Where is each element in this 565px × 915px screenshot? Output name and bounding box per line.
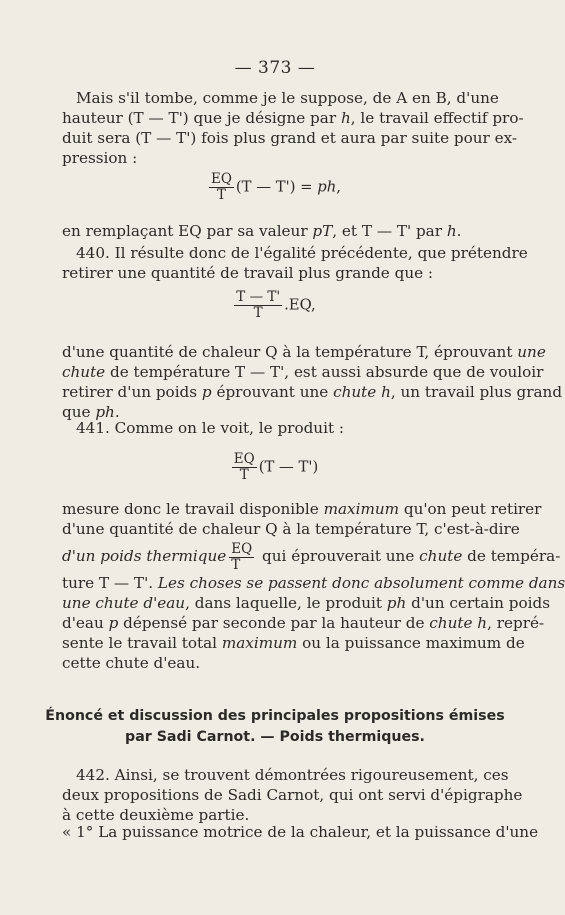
text-run: , repré-	[487, 614, 545, 632]
paragraph-fall-work	[62, 88, 524, 168]
formula-max-work	[0, 290, 550, 321]
italic-var: ph	[95, 403, 115, 421]
formula-body: (T — T') =	[235, 178, 318, 196]
italic-run: une	[517, 343, 546, 361]
heading-line: par Sadi Carnot. — Poids thermiques.	[125, 729, 425, 745]
italic-run: maximum	[323, 500, 400, 518]
text-run: , dans laquelle, le produit	[185, 594, 387, 612]
italic-run: chute h	[333, 383, 391, 401]
formula-body: (T — T')	[258, 458, 319, 476]
paragraph-absurd	[62, 342, 563, 422]
text-run: .	[456, 222, 462, 240]
text-run: , le travail effectif pro-	[350, 109, 524, 127]
italic-var: p	[201, 383, 212, 401]
text-line: 442. Ainsi, se trouvent démontrées rigoureusement, ces	[76, 766, 509, 784]
fraction	[234, 290, 282, 321]
formula-punct: ,	[336, 178, 342, 196]
text-run: de tempéra-	[462, 547, 561, 565]
page-number: — 373 —	[234, 58, 316, 78]
text-run: qu'on peut retirer	[399, 500, 542, 518]
formula-product	[0, 452, 550, 483]
text-run: ture T — T'.	[62, 574, 158, 592]
text-line	[62, 382, 563, 402]
text-run: d'une quantité de chaleur Q à la température T, éprouvant	[62, 343, 518, 361]
text-line: duit sera (T — T') fois plus grand et aura par suite pour ex-	[62, 129, 518, 147]
text-run: retirer d'un poids	[62, 383, 202, 401]
text-run: hauteur (T — T') que je désigne par	[62, 109, 341, 127]
paragraph-440	[62, 243, 528, 283]
formula-work-equation	[0, 172, 550, 203]
paragraph-measure	[62, 499, 565, 673]
formula-rhs: ph	[317, 178, 337, 196]
text-run: que	[62, 403, 96, 421]
paragraph-441	[62, 418, 486, 438]
text-line: 441. Comme on le voit, le produit :	[76, 419, 344, 437]
italic-run: chute h	[429, 614, 488, 632]
italic-run: chute	[419, 547, 463, 565]
italic-var: ph	[386, 594, 407, 612]
text-run: , un travail plus grand	[390, 383, 563, 401]
section-heading	[40, 706, 510, 748]
fraction-denominator: T	[231, 556, 241, 573]
text-run: , et T — T' par	[332, 222, 447, 240]
text-line	[62, 573, 565, 593]
text-line: d'une quantité de chaleur Q à la température T, c'est-à-dire	[62, 520, 520, 538]
text-line: retirer une quantité de travail plus grande que :	[62, 264, 434, 282]
fraction-denominator: T	[216, 187, 226, 203]
text-line	[62, 342, 546, 362]
text-line	[62, 221, 486, 241]
text-run: ou la puissance maximum de	[297, 634, 525, 652]
fraction-numerator: EQ	[233, 451, 255, 467]
fraction-numerator: EQ	[231, 540, 253, 557]
text-run: dépensé par seconde par la hauteur de	[118, 614, 430, 632]
paragraph-quote	[62, 822, 539, 842]
italic-run: chute	[62, 363, 106, 381]
text-line: deux propositions de Sadi Carnot, qui ont servi d'épigraphe	[62, 786, 523, 804]
text-run: éprouvant une	[211, 383, 334, 401]
text-line: pression :	[62, 149, 138, 167]
formula-body: .EQ,	[284, 296, 316, 314]
italic-run: Les choses se passent donc absolument comme dans	[157, 574, 565, 592]
text-run: mesure donc le travail disponible	[62, 500, 324, 518]
italic-run: maximum	[221, 634, 298, 652]
text-run: qui éprouverait une	[257, 547, 420, 565]
fraction	[232, 452, 257, 483]
fraction-numerator: EQ	[210, 171, 232, 187]
paragraph-replacement	[62, 221, 486, 241]
fraction-numerator: T — T'	[236, 289, 281, 305]
text-line: à cette deuxième partie.	[62, 806, 250, 824]
text-line: 440. Il résulte donc de l'égalité précédente, que prétendre	[76, 244, 528, 262]
text-run: en remplaçant EQ par sa valeur	[62, 222, 313, 240]
text-line	[62, 593, 551, 613]
text-line	[62, 499, 542, 519]
italic-var: pT	[312, 222, 333, 240]
italic-run: d'un poids thermique	[62, 547, 227, 565]
text-line	[62, 539, 561, 573]
heading-line: Énoncé et discussion des principales propositions émises	[45, 708, 505, 724]
text-run: d'eau	[62, 614, 109, 632]
text-run: .	[114, 403, 120, 421]
fraction-denominator: T	[253, 305, 263, 321]
text-line	[62, 633, 525, 653]
text-line	[62, 108, 524, 128]
fraction-denominator: T	[239, 467, 249, 483]
text-run: sente le travail total	[62, 634, 222, 652]
fraction	[229, 542, 254, 573]
text-run: d'un certain poids	[406, 594, 551, 612]
italic-var: h	[446, 222, 457, 240]
text-run: de température T — T', est aussi absurde que de vouloir	[105, 363, 544, 381]
italic-var: h	[340, 109, 351, 127]
text-line: Mais s'il tombe, comme je le suppose, de A en B, d'une	[76, 89, 499, 107]
fraction	[209, 172, 234, 203]
italic-run: une chute d'eau	[62, 594, 186, 612]
italic-var: p	[108, 614, 119, 632]
text-line: cette chute d'eau.	[62, 654, 201, 672]
text-line	[62, 613, 545, 633]
paragraph-442	[62, 765, 523, 825]
text-line: « 1° La puissance motrice de la chaleur, et la puissance d'une	[62, 823, 539, 841]
text-line	[62, 362, 544, 382]
